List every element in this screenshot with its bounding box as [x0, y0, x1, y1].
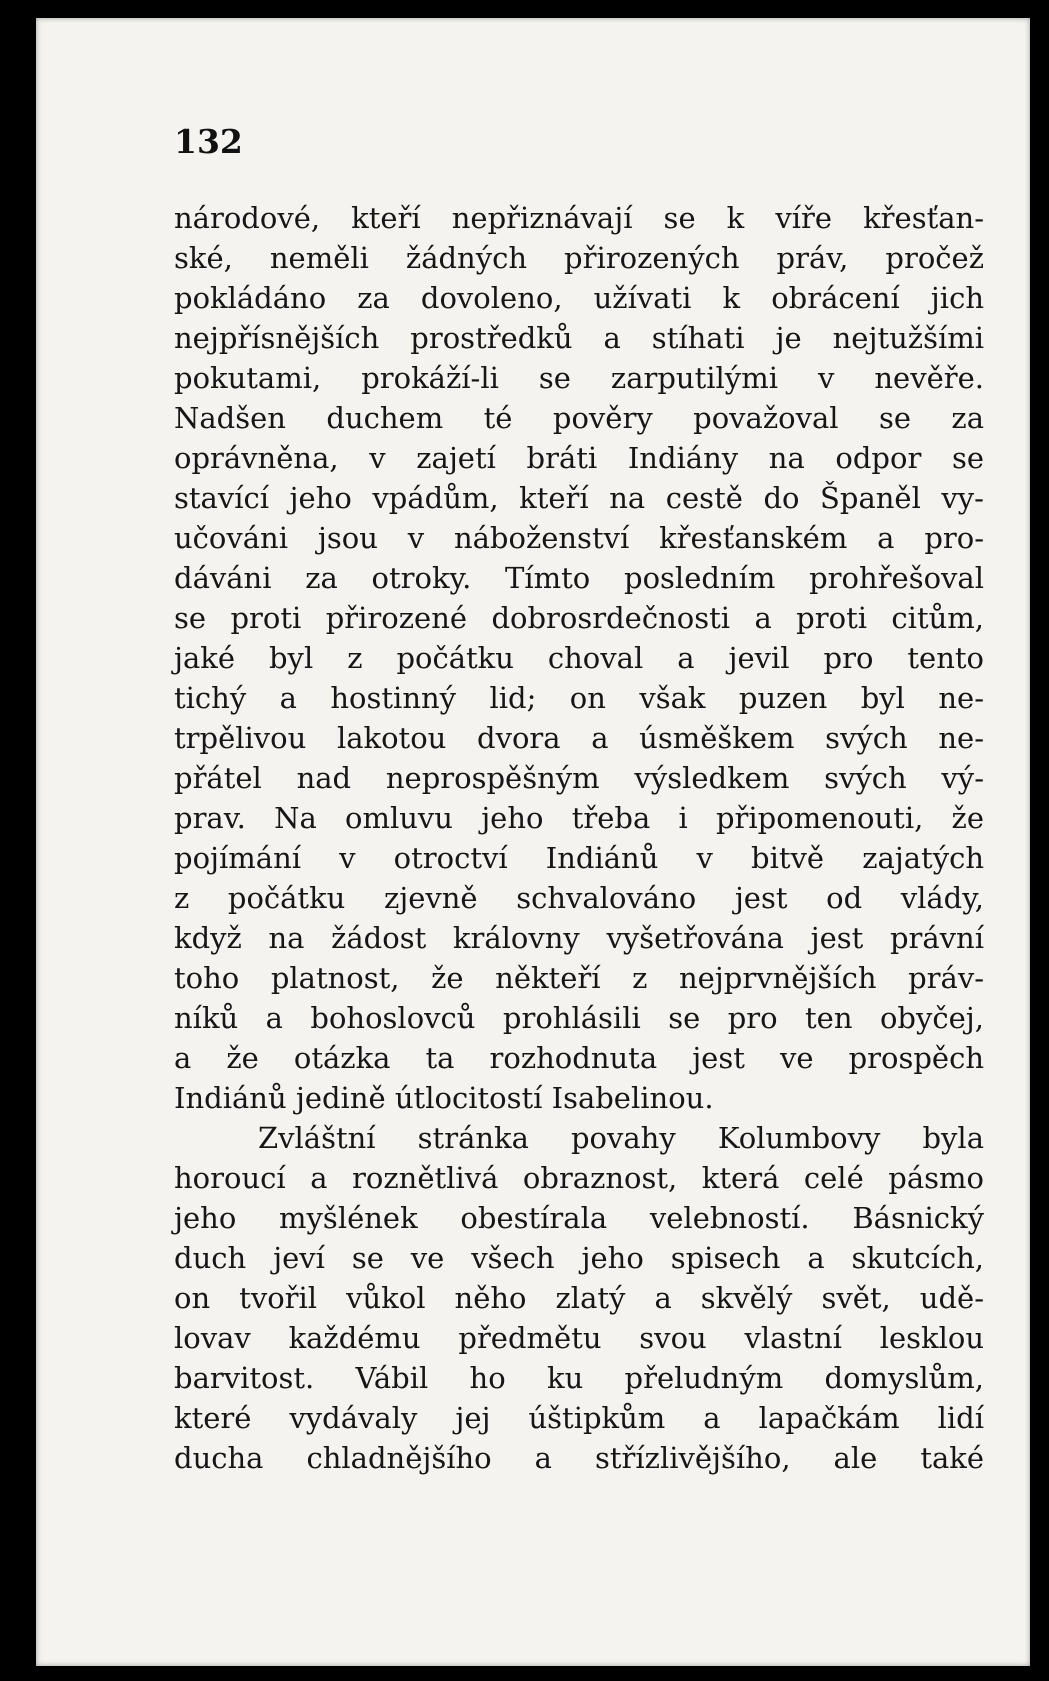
- text-line: níků a bohoslovců prohlásili se pro ten obyčej,: [174, 1001, 984, 1035]
- text-line: Indiánů jedině útlocitostí Isabelinou.: [174, 1081, 714, 1115]
- text-line: a že otázka ta rozhodnuta jest ve prospěch: [174, 1041, 984, 1075]
- text-line: které vydávaly jej úštipkům a lapačkám lidí: [174, 1401, 984, 1435]
- text-line: Zvláštní stránka povahy Kolumbovy byla: [258, 1121, 984, 1155]
- text-line: Nadšen duchem té pověry považoval se za: [174, 401, 984, 435]
- text-line: když na žádost královny vyšetřována jest právní: [174, 921, 984, 955]
- text-line: barvitost. Vábil ho ku přeludným domyslům,: [174, 1361, 984, 1395]
- text-line: on tvořil vůkol něho zlatý a skvělý svět, udě-: [174, 1281, 984, 1315]
- text-line: oprávněna, v zajetí bráti Indiány na odpor se: [174, 441, 984, 475]
- body-text: [174, 198, 984, 1478]
- text-line: trpělivou lakotou dvora a úsměškem svých ne-: [174, 721, 984, 755]
- text-line: prav. Na omluvu jeho třeba i připomenouti, že: [174, 801, 984, 835]
- text-line: ské, neměli žádných přirozených práv, pročež: [174, 241, 984, 275]
- text-line: ducha chladnějšího a střízlivějšího, ale také: [174, 1441, 984, 1475]
- text-line: z počátku zjevně schvalováno jest od vlády,: [174, 881, 984, 915]
- text-line: pojímání v otroctví Indiánů v bitvě zajatých: [174, 841, 984, 875]
- text-line: tichý a hostinný lid; on však puzen byl ne-: [174, 681, 984, 715]
- text-line: duch jeví se ve všech jeho spisech a skutcích,: [174, 1241, 984, 1275]
- text-line: jaké byl z počátku choval a jevil pro tento: [174, 641, 984, 675]
- text-line: nejpřísnějších prostředků a stíhati je nejtužšími: [174, 321, 984, 355]
- text-line: učováni jsou v náboženství křesťanském a pro-: [174, 521, 984, 555]
- book-page: [36, 18, 1030, 1666]
- text-line: toho platnost, že někteří z nejprvnějších práv-: [174, 961, 984, 995]
- text-line: pokutami, prokáží-li se zarputilými v nevěře.: [174, 361, 984, 395]
- text-line: lovav každému předmětu svou vlastní lesklou: [174, 1321, 984, 1355]
- text-line: pokládáno za dovoleno, užívati k obrácení jich: [174, 281, 984, 315]
- text-line: národové, kteří nepřiznávají se k víře křesťan-: [174, 201, 984, 235]
- text-line: jeho myšlének obestírala velebností. Básnický: [174, 1201, 984, 1235]
- text-line: stavící jeho vpádům, kteří na cestě do Španěl vy-: [174, 481, 984, 515]
- text-line: přátel nad neprospěšným výsledkem svých vý-: [174, 761, 984, 795]
- text-line: se proti přirozené dobrosrdečnosti a proti citům,: [174, 601, 984, 635]
- text-line: horoucí a roznětlivá obraznost, která celé pásmo: [174, 1161, 984, 1195]
- text-line: dáváni za otroky. Tímto posledním prohřešoval: [174, 561, 984, 595]
- page-number: 132: [174, 122, 243, 161]
